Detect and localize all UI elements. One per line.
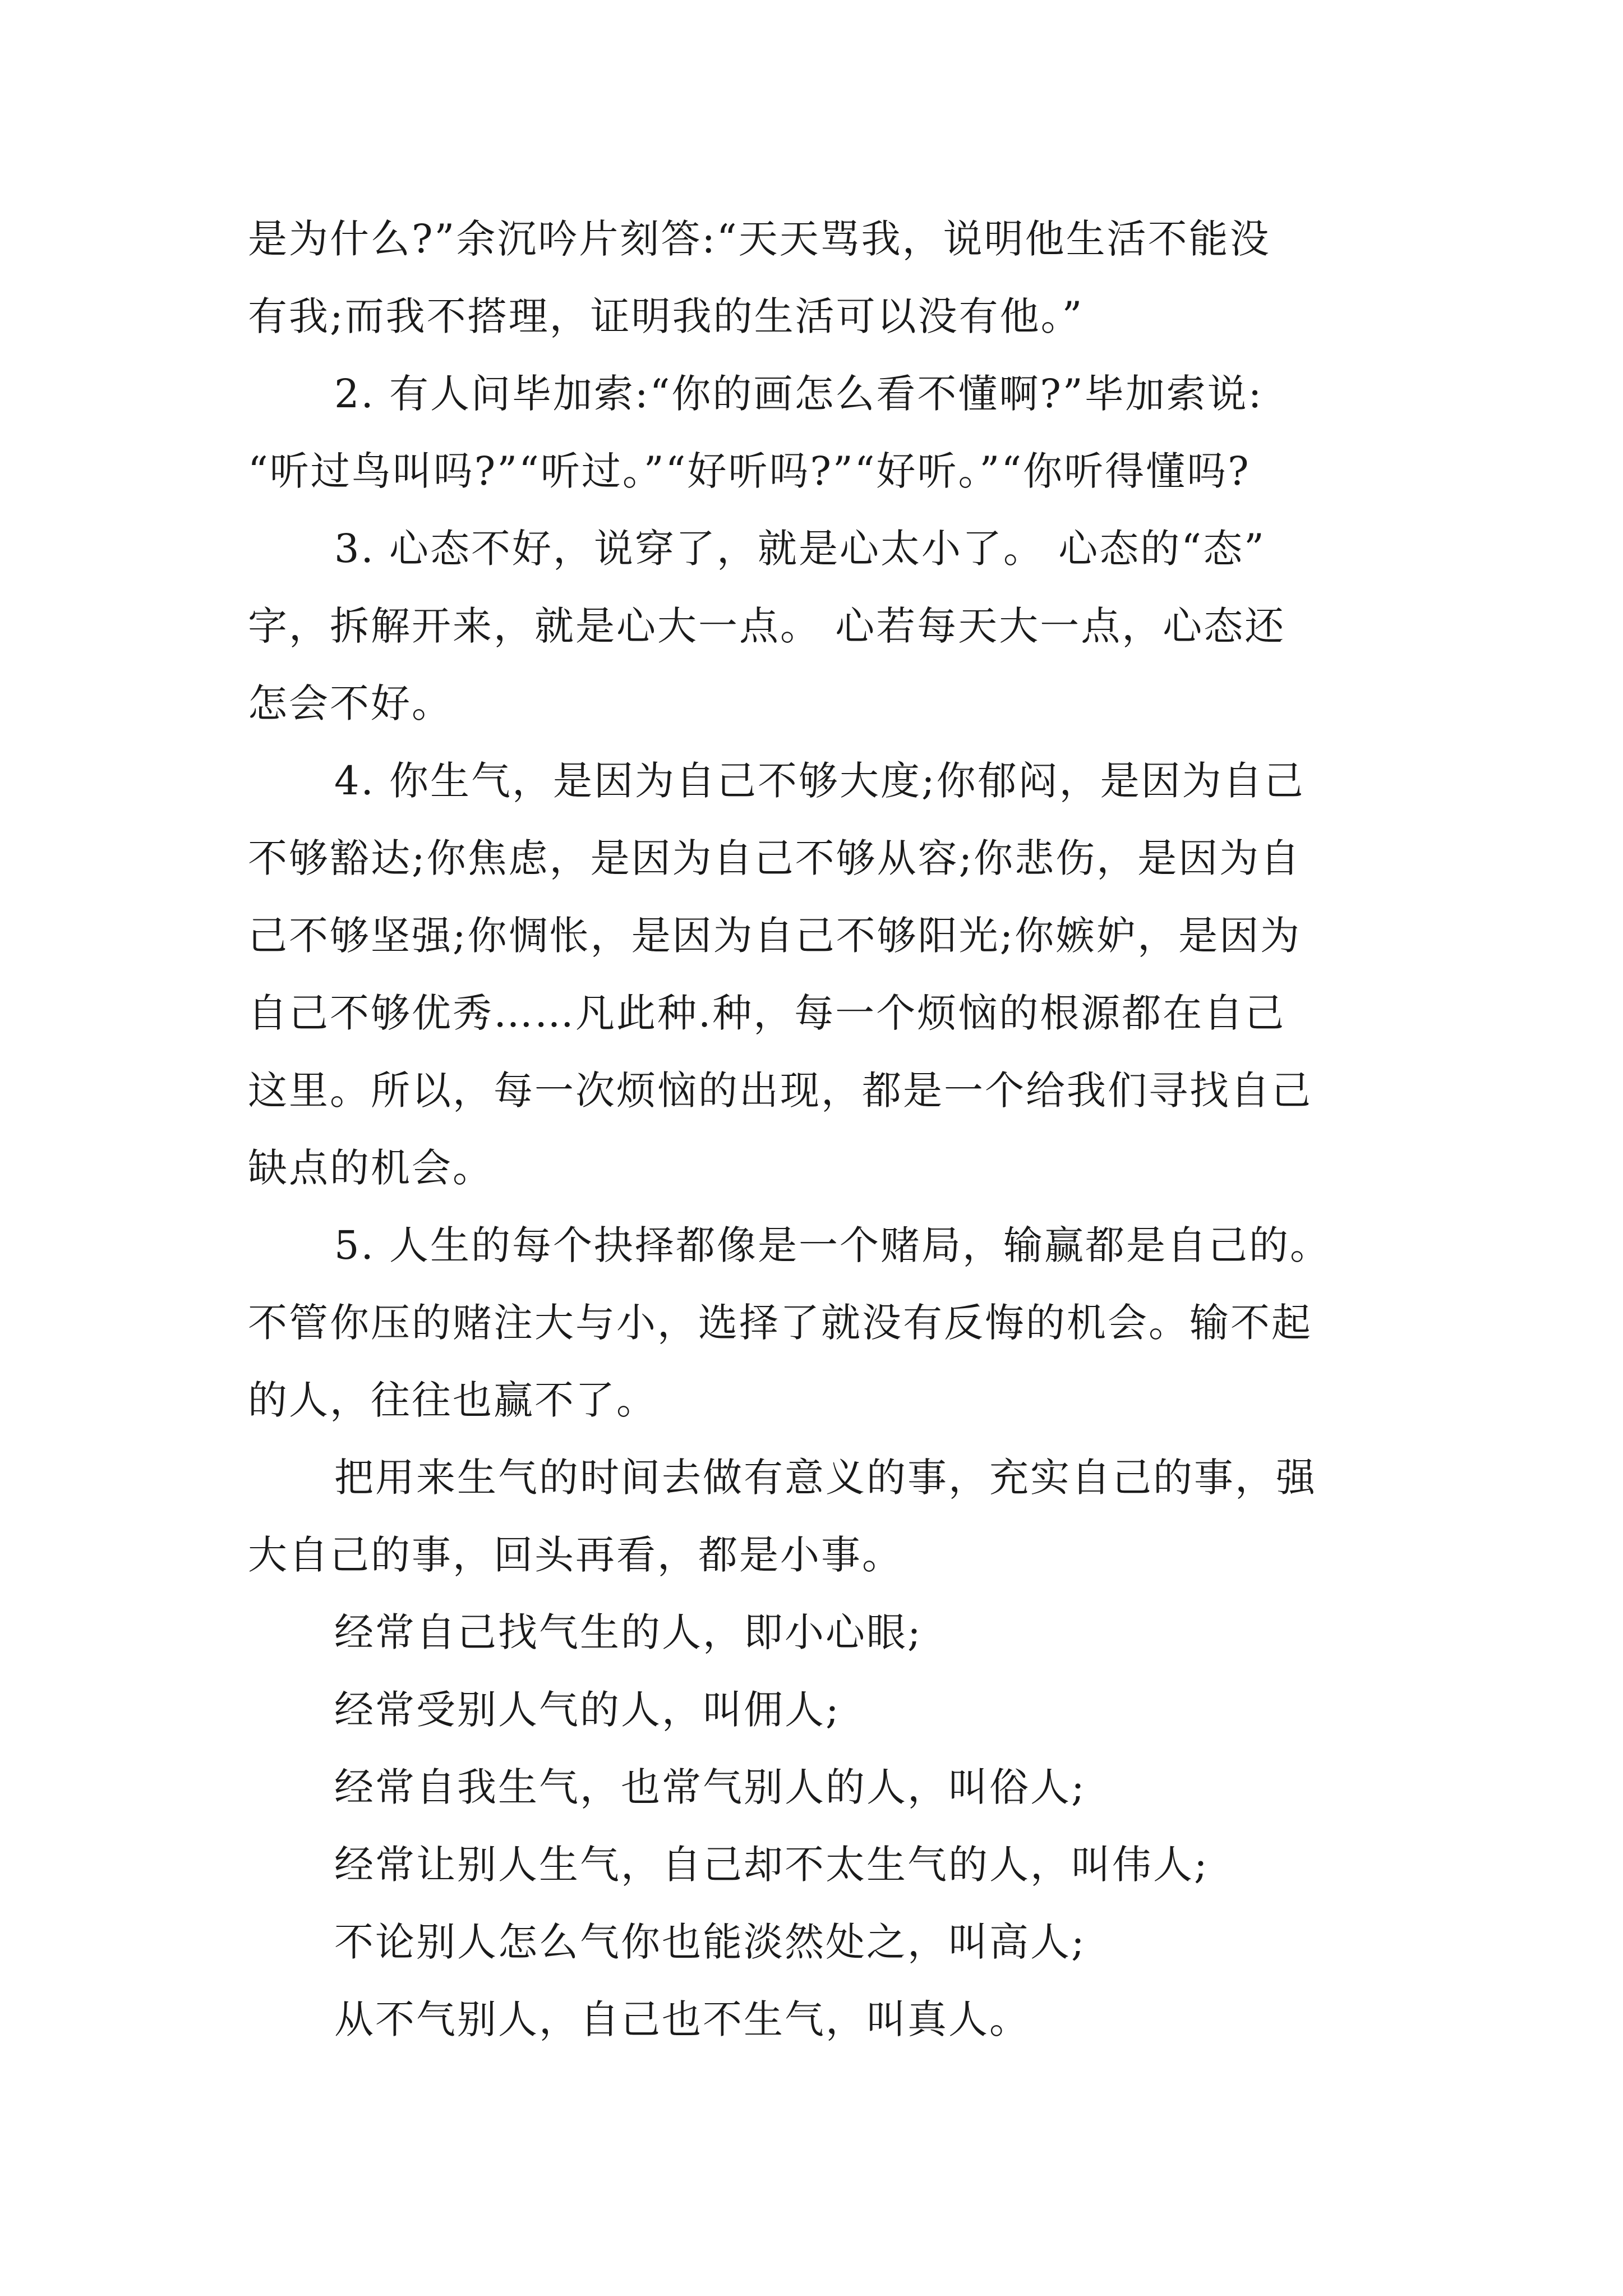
text-line: 经常自我生气，也常气别人的人，叫俗人; (334, 1764, 1086, 1810)
text-line: 大自己的事，回头再看，都是小事。 (248, 1532, 903, 1578)
text-line: 从不气别人，自己也不生气，叫真人。 (334, 1996, 1030, 2042)
text-line: 经常受别人气的人，叫佣人; (334, 1687, 841, 1733)
text-line: 怎会不好。 (248, 680, 453, 726)
text-line: 经常让别人生气，自己却不太生气的人，叫伟人; (334, 1842, 1209, 1888)
text-line: 不够豁达;你焦虑，是因为自己不够从容;你悲伤，是因为自 (248, 835, 1302, 881)
text-line: 己不够坚强;你惆怅，是因为自己不够阳光;你嫉妒，是因为 (248, 913, 1302, 959)
text-line: 的人，往往也赢不了。 (248, 1377, 657, 1423)
text-line: 经常自己找气生的人，即小心眼; (334, 1609, 923, 1655)
text-line: 3. 心态不好，说穿了，就是心太小了。 心态的“态” (334, 526, 1266, 572)
text-line: 自己不够优秀……凡此种.种，每一个烦恼的根源都在自己 (248, 990, 1286, 1036)
text-line: “听过鸟叫吗?”“听过。”“好听吗?”“好听。”“你听得懂吗? (248, 448, 1251, 494)
text-line: 缺点的机会。 (248, 1145, 494, 1191)
text-line: 2. 有人问毕加索:“你的画怎么看不懂啊?”毕加索说: (334, 371, 1264, 417)
text-line: 这里。所以，每一次烦恼的出现，都是一个给我们寻找自己 (248, 1068, 1312, 1114)
text-line: 是为什么?”余沉吟片刻答:“天天骂我，说明他生活不能没 (248, 216, 1271, 262)
text-line: 把用来生气的时间去做有意义的事，充实自己的事，强 (334, 1455, 1317, 1501)
text-line: 不论别人怎么气你也能淡然处之，叫高人; (334, 1919, 1086, 1965)
text-line: 5. 人生的每个抉择都像是一个赌局，输赢都是自己的。 (334, 1222, 1331, 1268)
text-line: 有我;而我不搭理，证明我的生活可以没有他。” (248, 293, 1084, 339)
text-line: 字，拆解开来，就是心大一点。 心若每天大一点，心态还 (248, 603, 1286, 649)
text-line: 4. 你生气，是因为自己不够大度;你郁闷，是因为自己 (334, 758, 1305, 804)
text-line: 不管你压的赌注大与小，选择了就没有反悔的机会。输不起 (248, 1300, 1312, 1346)
